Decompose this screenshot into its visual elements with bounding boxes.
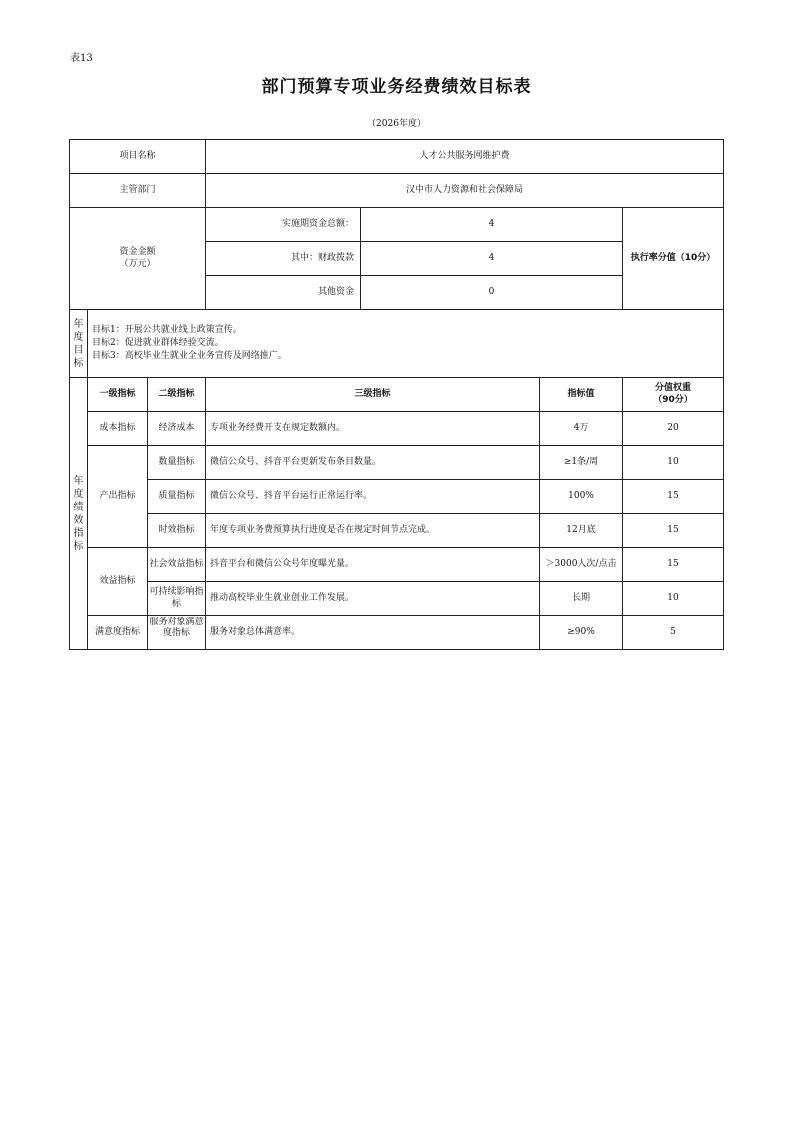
table-row xyxy=(70,548,724,582)
funding-other-value: 0 xyxy=(361,276,623,310)
level2-cell: 社会效益指标 xyxy=(148,548,206,582)
funding-fiscal-value: 4 xyxy=(361,242,623,276)
group-benefit: 效益指标 xyxy=(88,548,148,616)
annual-goal-row xyxy=(70,310,724,378)
level2-cell: 数量指标 xyxy=(148,446,206,480)
funding-label-cell xyxy=(70,208,206,310)
table-row xyxy=(70,616,724,650)
project-value: 人才公共服务网维护费 xyxy=(206,140,724,174)
group-output: 产出指标 xyxy=(88,446,148,548)
department-label: 主管部门 xyxy=(70,174,206,208)
value-cell: 4万 xyxy=(540,412,623,446)
indicator-side-label-cell xyxy=(70,378,88,650)
weight-cell: 10 xyxy=(623,446,724,480)
level2-text: 服务对象满意度指标 xyxy=(149,616,204,638)
level3-cell: 微信公众号、抖音平台更新发布条目数量。 xyxy=(206,446,540,480)
level2-cell xyxy=(148,616,206,650)
table-row xyxy=(70,582,724,616)
level2-cell: 时效指标 xyxy=(148,514,206,548)
funding-other-label: 其他资金 xyxy=(206,276,361,310)
weight-cell: 15 xyxy=(623,514,724,548)
level2-cell: 经济成本 xyxy=(148,412,206,446)
funding-fiscal-label: 其中：财政拨款 xyxy=(206,242,361,276)
indicator-side-label: 年度绩效指标 xyxy=(73,475,84,552)
header-weight-label: 分值权重 xyxy=(654,383,691,394)
header-weight xyxy=(623,378,724,412)
page-title: 部门预算专项业务经费绩效目标表 xyxy=(261,77,532,97)
weight-cell: 15 xyxy=(623,480,724,514)
group-satisfaction: 满意度指标 xyxy=(88,616,148,650)
level3-cell: 推动高校毕业生就业创业工作发展。 xyxy=(206,582,540,616)
level3-cell: 专项业务经费开支在规定数额内。 xyxy=(206,412,540,446)
level3-cell: 年度专项业务费预算执行进度是否在规定时间节点完成。 xyxy=(206,514,540,548)
funding-row xyxy=(70,208,724,242)
annual-goal-label: 年度目标 xyxy=(73,318,84,369)
header-value: 指标值 xyxy=(540,378,623,412)
header-level1: 一级指标 xyxy=(88,378,148,412)
table-row xyxy=(70,514,724,548)
weight-cell: 5 xyxy=(623,616,724,650)
performance-goal-table xyxy=(69,139,724,650)
department-value: 汉中市人力资源和社会保障局 xyxy=(206,174,724,208)
weight-cell: 10 xyxy=(623,582,724,616)
level3-cell: 微信公众号、抖音平台运行正常运行率。 xyxy=(206,480,540,514)
table-number: 表13 xyxy=(70,53,93,64)
level3-cell: 抖音平台和微信公众号年度曝光量。 xyxy=(206,548,540,582)
value-cell: ≥90% xyxy=(540,616,623,650)
goal-item: 目标2：促进就业群体经验交流。 xyxy=(92,338,224,348)
weight-cell: 20 xyxy=(623,412,724,446)
value-cell: ＞3000人次/点击 xyxy=(540,548,623,582)
department-row xyxy=(70,174,724,208)
table-row xyxy=(70,412,724,446)
level2-cell: 可持续影响指标 xyxy=(148,582,206,616)
goal-item: 目标1：开展公共就业线上政策宣传。 xyxy=(92,325,242,335)
funding-unit: （万元） xyxy=(119,258,156,269)
goal-item: 目标3：高校毕业生就业全业务宣传及网络推广。 xyxy=(92,351,287,361)
project-label: 项目名称 xyxy=(70,140,206,174)
project-row xyxy=(70,140,724,174)
value-cell: 长期 xyxy=(540,582,623,616)
annual-goal-content xyxy=(88,310,724,378)
funding-total-value: 4 xyxy=(361,208,623,242)
annual-goal-label-cell xyxy=(70,310,88,378)
group-cost: 成本指标 xyxy=(88,412,148,446)
funding-label: 资金金额 xyxy=(119,247,156,258)
header-weight-total: （90分） xyxy=(653,394,693,405)
value-cell: 100% xyxy=(540,480,623,514)
funding-total-label: 实施期资金总额： xyxy=(206,208,361,242)
weight-cell: 15 xyxy=(623,548,724,582)
header-level2: 二级指标 xyxy=(148,378,206,412)
level3-cell: 服务对象总体满意率。 xyxy=(206,616,540,650)
level2-cell: 质量指标 xyxy=(148,480,206,514)
indicator-header-row xyxy=(70,378,724,412)
header-level3: 三级指标 xyxy=(206,378,540,412)
value-cell: ≥1条/周 xyxy=(540,446,623,480)
value-cell: 12月底 xyxy=(540,514,623,548)
execution-score-label: 执行率分值（10分） xyxy=(623,208,724,310)
budget-year: （2026年度） xyxy=(367,119,426,129)
table-row xyxy=(70,480,724,514)
table-row xyxy=(70,446,724,480)
